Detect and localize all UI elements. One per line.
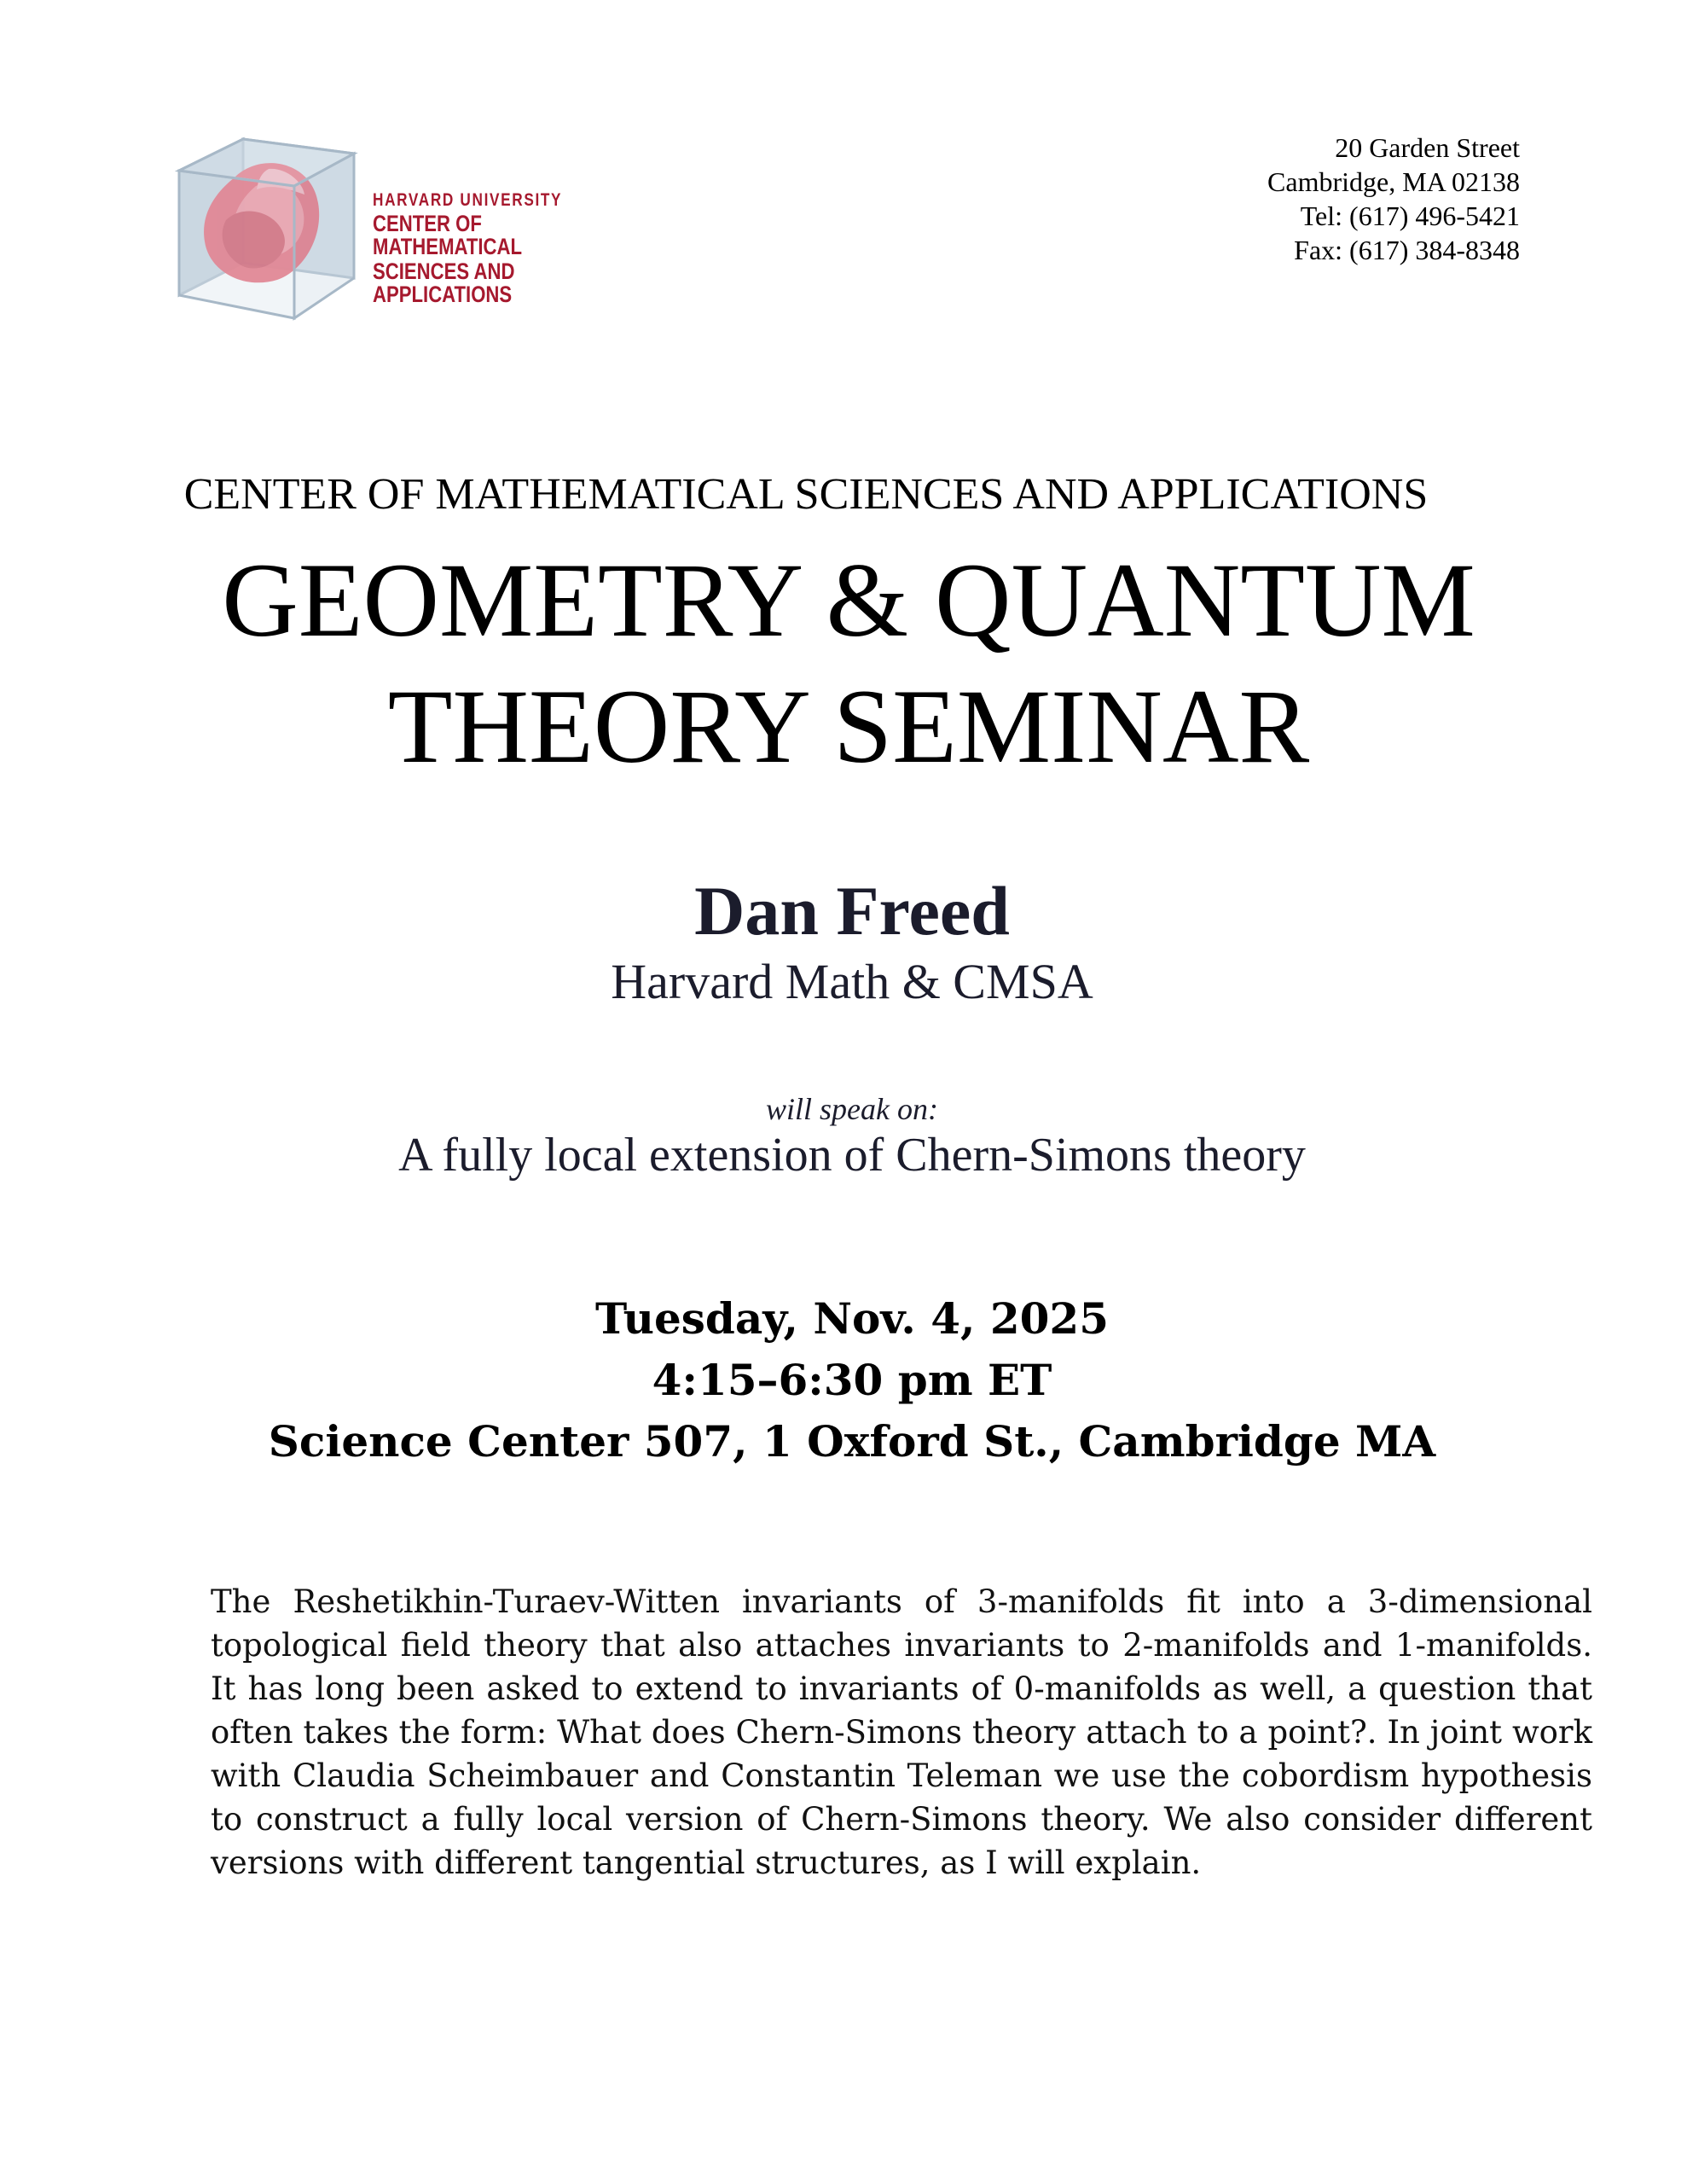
event-details xyxy=(0,1288,1687,1472)
address-street: 20 Garden Street xyxy=(1335,132,1520,163)
speaker-affiliation: Harvard Math & CMSA xyxy=(611,954,1093,1009)
logo-line-university: HARVARD UNIVERSITY xyxy=(373,190,563,210)
seminar-title-line2: THEORY SEMINAR xyxy=(387,668,1310,785)
event-date: Tuesday, Nov. 4, 2025 xyxy=(594,1293,1110,1344)
will-speak-label: will speak on: xyxy=(766,1092,938,1126)
cmsa-logo xyxy=(175,135,618,326)
cube-logo-icon xyxy=(175,135,362,326)
logo-text xyxy=(373,191,574,306)
talk-title: A fully local extension of Chern-Simons theory xyxy=(398,1129,1306,1182)
address-block xyxy=(1267,131,1520,267)
abstract-paragraph: The Reshetikhin-Turaev-Witten invariants of 3-manifolds fit into a 3-dimensional topological field theory that also attaches invariants to 2-manifolds and 1-manifolds. It has long been asked to extend to invariants of 0-manifolds as well, a question that often takes the form: What does Chern-Simons theory attach to a point?. In joint work with Claudia Scheimbauer and Constantin Teleman we use the cobordism hypothesis to construct a fully local version of Chern-Simons theory. We also consider different versions with different tangential structures, as I will explain. xyxy=(211,1583,1592,1881)
seminar-title-line1: GEOMETRY & QUANTUM xyxy=(222,542,1475,659)
center-name-heading: CENTER OF MATHEMATICAL SCIENCES AND APPLICATIONS xyxy=(183,470,1429,519)
address-tel: Tel: (617) 496-5421 xyxy=(1300,200,1520,231)
event-location: Science Center 507, 1 Oxford St., Cambridge MA xyxy=(268,1416,1436,1467)
address-fax: Fax: (617) 384-8348 xyxy=(1294,235,1520,265)
address-city: Cambridge, MA 02138 xyxy=(1267,166,1520,197)
event-time: 4:15–6:30 pm ET xyxy=(652,1355,1052,1405)
logo-line-sciences: SCIENCES AND APPLICATIONS xyxy=(373,258,515,307)
seminar-title xyxy=(0,537,1687,790)
logo-line-center: CENTER OF MATHEMATICAL xyxy=(373,211,523,259)
speaker-name: Dan Freed xyxy=(694,872,1010,950)
